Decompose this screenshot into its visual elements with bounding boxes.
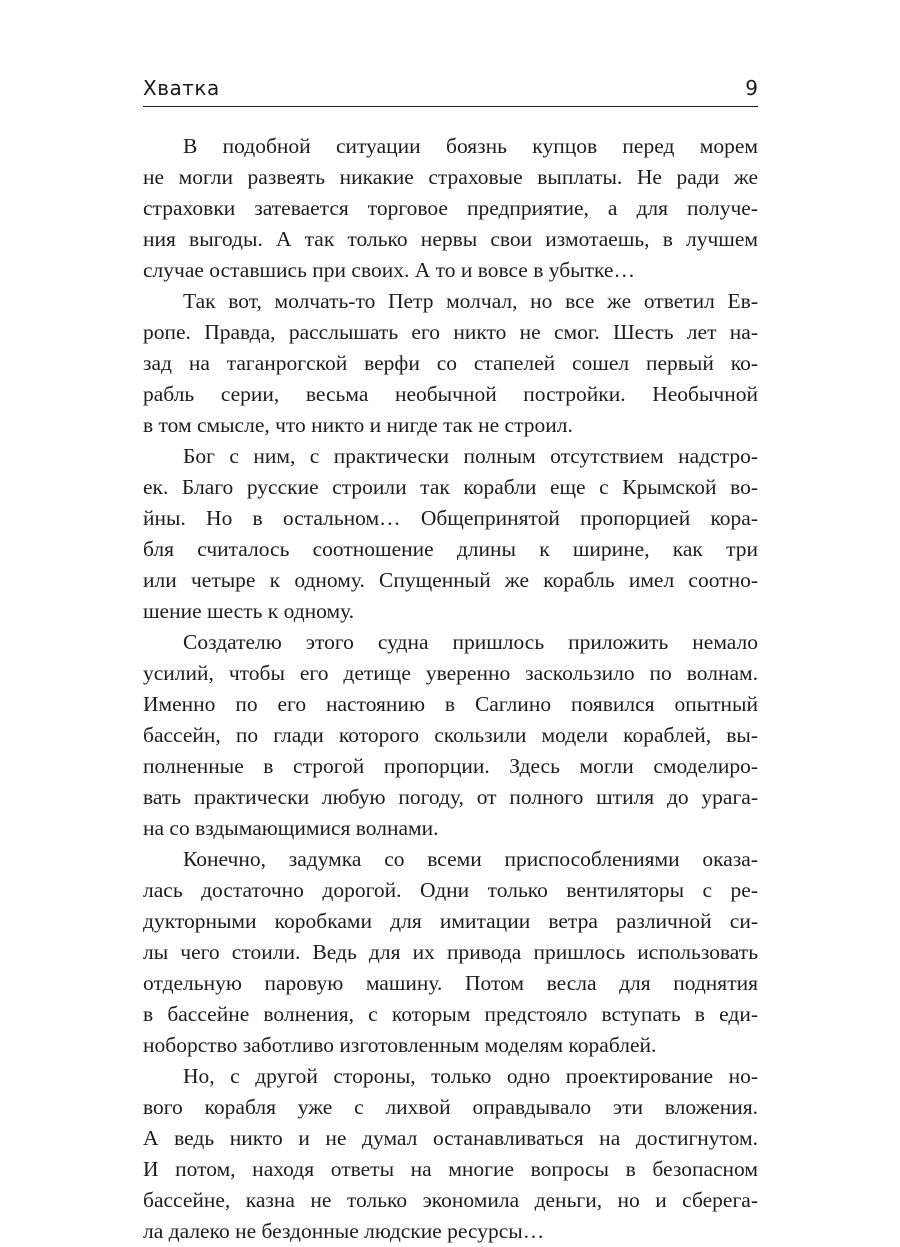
text-line: ек. Благо русские строили так корабли еще с Крымской во- bbox=[143, 475, 758, 499]
text-line: Конечно, задумка со всеми приспособлениями оказа- bbox=[183, 847, 758, 871]
text-line: лы чего стоили. Ведь для их привода пришлось использовать bbox=[143, 940, 758, 964]
text-line: зад на таганрогской верфи со стапелей сошел первый ко- bbox=[143, 351, 758, 375]
paragraph bbox=[143, 627, 758, 844]
text-line: Бог с ним, с практически полным отсутствием надстро- bbox=[183, 444, 758, 468]
text-line: полненные в строгой пропорции. Здесь могли смоделиро- bbox=[143, 754, 758, 778]
text-line: Но, с другой стороны, только одно проектирование но- bbox=[183, 1064, 758, 1088]
text-line: ноборство заботливо изготовленным моделям кораблей. bbox=[143, 1033, 657, 1057]
text-line: Так вот, молчать-то Петр молчал, но все же ответил Ев- bbox=[183, 289, 758, 313]
running-header bbox=[143, 72, 758, 107]
text-line: не могли развеять никакие страховые выплаты. Не ради же bbox=[143, 165, 758, 189]
paragraph bbox=[143, 131, 758, 286]
text-line: или четыре к одному. Спущенный же корабль имел соотно- bbox=[143, 568, 758, 592]
paragraph bbox=[143, 1061, 758, 1247]
text-line: страховки затевается торговое предприятие, а для получе- bbox=[143, 196, 758, 220]
text-line: ния выгоды. А так только нервы свои измотаешь, в лучшем bbox=[143, 227, 758, 251]
text-line: бассейн, по глади которого скользили модели кораблей, вы- bbox=[143, 723, 758, 747]
text-line: бассейне, казна не только экономила деньги, но и сберега- bbox=[143, 1188, 758, 1212]
text-line: рабль серии, весьма необычной постройки. Необычной bbox=[143, 382, 758, 406]
text-line: А ведь никто и не думал останавливаться на достигнутом. bbox=[143, 1126, 758, 1150]
text-line: бля считалось соотношение длины к ширине, как три bbox=[143, 537, 758, 561]
text-line: вать практически любую погоду, от полного штиля до урага- bbox=[143, 785, 758, 809]
page-number: 9 bbox=[745, 76, 758, 100]
paragraph bbox=[143, 441, 758, 627]
text-line: вого корабля уже с лихвой оправдывало эти вложения. bbox=[143, 1095, 758, 1119]
text-line: дукторными коробками для имитации ветра различной си- bbox=[143, 909, 758, 933]
paragraph bbox=[143, 844, 758, 1061]
text-line: усилий, чтобы его детище уверенно заскользило по волнам. bbox=[143, 661, 758, 685]
text-line: Именно по его настоянию в Саглино появился опытный bbox=[143, 692, 758, 716]
body-text bbox=[143, 131, 758, 1247]
text-line: на со вздымающимися волнами. bbox=[143, 816, 439, 840]
text-line: ропе. Правда, расслышать его никто не смог. Шесть лет на- bbox=[143, 320, 758, 344]
text-line: И потом, находя ответы на многие вопросы в безопасном bbox=[143, 1157, 758, 1181]
text-line: отдельную паровую машину. Потом весла для поднятия bbox=[143, 971, 758, 995]
text-line: В подобной ситуации боязнь купцов перед морем bbox=[183, 134, 758, 158]
text-line: йны. Но в остальном… Общепринятой пропорцией кора- bbox=[143, 506, 758, 530]
paragraph bbox=[143, 286, 758, 441]
text-line: Создателю этого судна пришлось приложить немало bbox=[183, 630, 758, 654]
running-title: Хватка bbox=[143, 76, 220, 100]
text-line: в бассейне волнения, с которым предстояло вступать в еди- bbox=[143, 1002, 758, 1026]
text-line: шение шесть к одному. bbox=[143, 599, 355, 623]
text-line: в том смысле, что никто и нигде так не строил. bbox=[143, 413, 573, 437]
text-line: ла далеко не бездонные людские ресурсы… bbox=[143, 1219, 545, 1243]
text-line: лась достаточно дорогой. Одни только вентиляторы с ре- bbox=[143, 878, 758, 902]
text-line: случае оставшись при своих. А то и вовсе в убытке… bbox=[143, 258, 635, 282]
